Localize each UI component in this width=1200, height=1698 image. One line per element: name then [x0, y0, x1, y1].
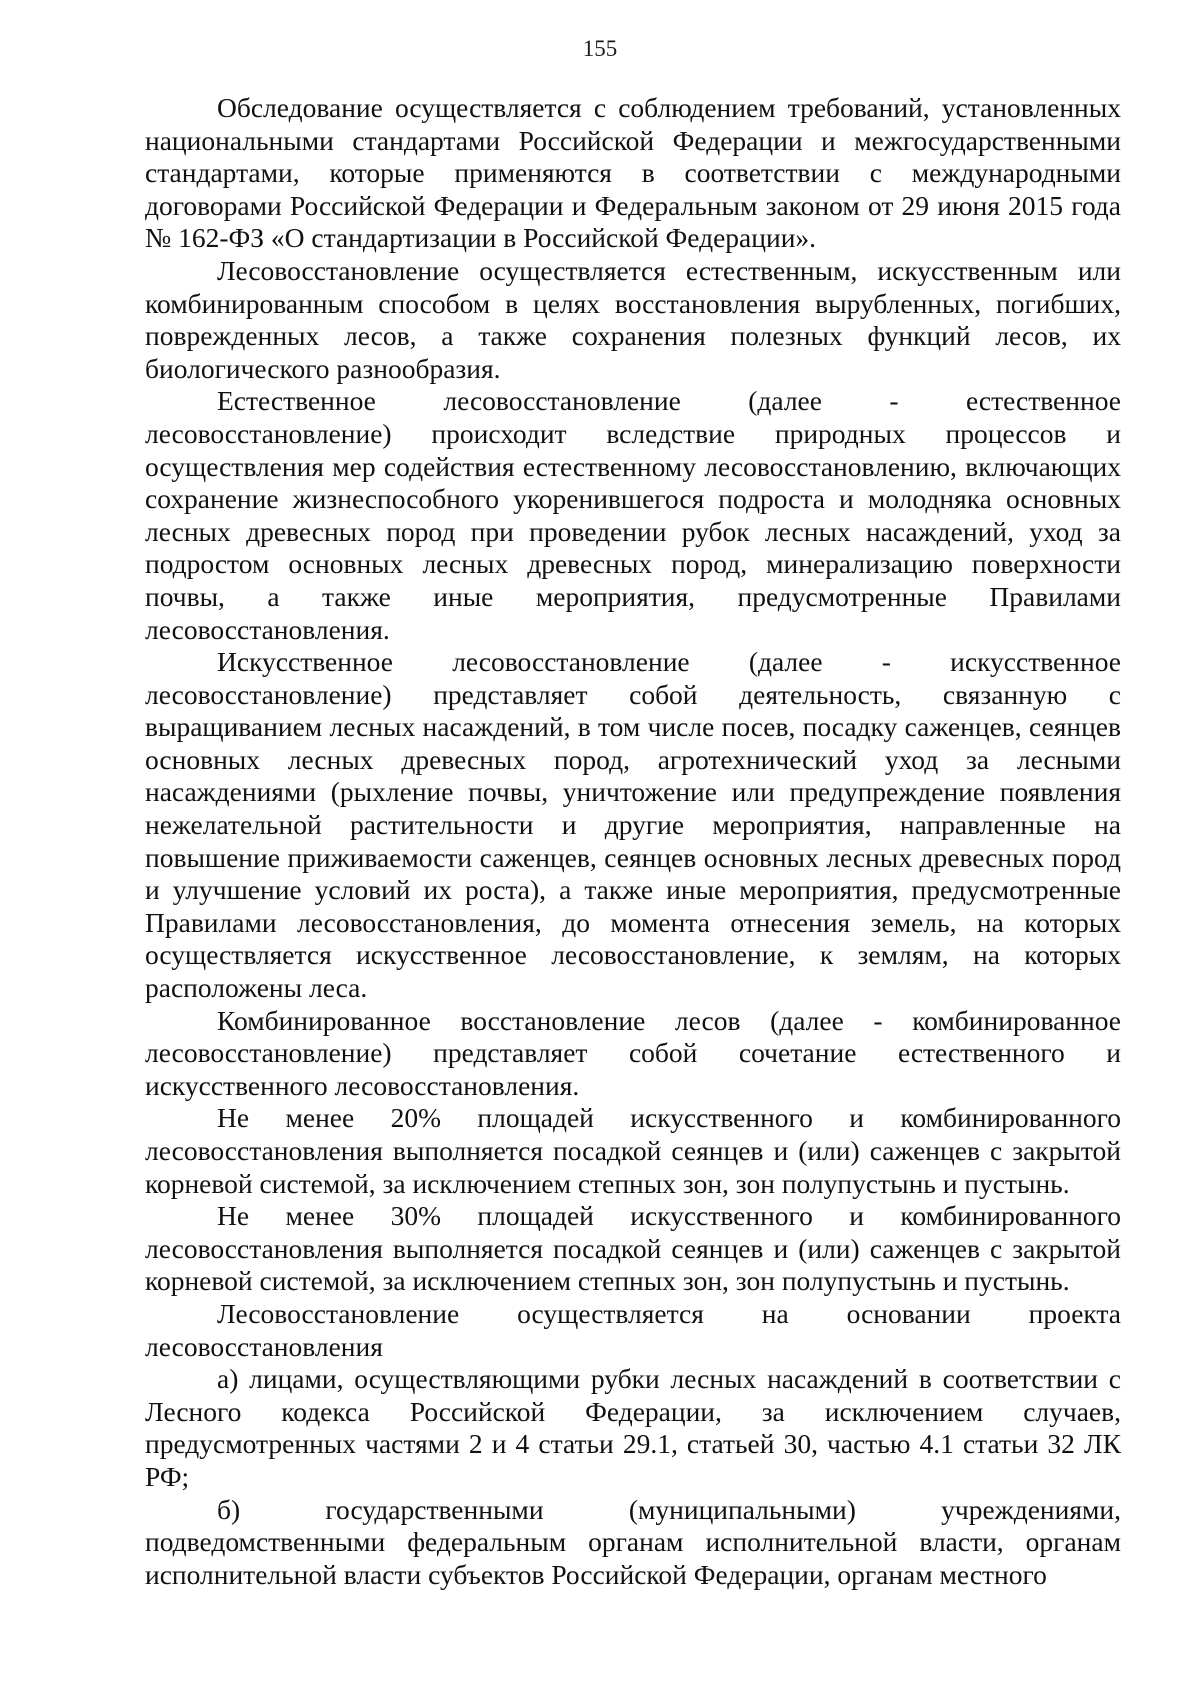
paragraph-natural-reforestation: Естественное лесовосстановление (далее - естественное лесовосстановление) происходит вследствие природных процессов и осуществления мер содействия естественному лесовосстановлению, включающих сохранение жизнеспособного укоренившегося подроста и молодняка основных лесных древесных пород при проведении рубок лесных насаждений, уход за подростом основных лесных древесных пород, минерализацию поверхности почвы, а также иные мероприятия, предусмотренные Правилами лесовосстановления. [145, 385, 1121, 645]
document-body [145, 92, 1121, 1591]
paragraph-artificial-reforestation: Искусственное лесовосстановление (далее - искусственное лесовосстановление) представляет собой деятельность, связанную с выращиванием лесных насаждений, в том числе посев, посадку саженцев, сеянцев основных лесных древесных пород, агротехнический уход за лесными насаждениями (рыхление почвы, уничтожение или предупреждение появления нежелательной растительности и другие мероприятия, направленные на повышение приживаемости саженцев, сеянцев основных лесных древесных пород и улучшение условий их роста), а также иные мероприятия, предусмотренные Правилами лесовосстановления, до момента отнесения земель, на которых осуществляется искусственное лесовосстановление, к землям, на которых расположены леса. [145, 646, 1121, 1004]
paragraph-reforestation-project: Лесовосстановление осуществляется на основании проекта лесовосстановления [145, 1297, 1121, 1362]
paragraph-closed-root-20: Не менее 20% площадей искусственного и комбинированного лесовосстановления выполняется посадкой сеянцев и (или) саженцев с закрытой корневой системой, за исключением степных зон, зон полупустынь и пустынь. [145, 1102, 1121, 1199]
page-number: 155 [582, 36, 618, 61]
paragraph-combined-reforestation: Комбинированное восстановление лесов (далее - комбинированное лесовосстановление) представляет собой сочетание естественного и искусственного лесовосстановления. [145, 1004, 1121, 1101]
paragraph-closed-root-30: Не менее 30% площадей искусственного и комбинированного лесовосстановления выполняется посадкой сеянцев и (или) саженцев с закрытой корневой системой, за исключением степных зон, зон полупустынь и пустынь. [145, 1200, 1121, 1297]
list-item-a: а) лицами, осуществляющими рубки лесных насаждений в соответствии с Лесного кодекса Российской Федерации, за исключением случаев, предусмотренных частями 2 и 4 статьи 29.1, статьей 30, частью 4.1 статьи 32 ЛК РФ; [145, 1363, 1121, 1492]
paragraph-reforestation-methods: Лесовосстановление осуществляется естественным, искусственным или комбинированным способом в целях восстановления вырубленных, погибших, поврежденных лесов, а также сохранения полезных функций лесов, их биологического разнообразия. [145, 254, 1121, 384]
paragraph-survey-standards: Обследование осуществляется с соблюдением требований, установленных национальными стандартами Российской Федерации и межгосударственными стандартами, которые применяются в соответствии с международными договорами Российской Федерации и Федеральным законом от 29 июня 2015 года № 162-ФЗ «О стандартизации в Российской Федерации». [145, 92, 1121, 254]
list-item-b: б) государственными (муниципальными) учреждениями, подведомственными федеральным органам исполнительной власти, органам исполнительной власти субъектов Российской Федерации, органам местного [145, 1493, 1121, 1590]
